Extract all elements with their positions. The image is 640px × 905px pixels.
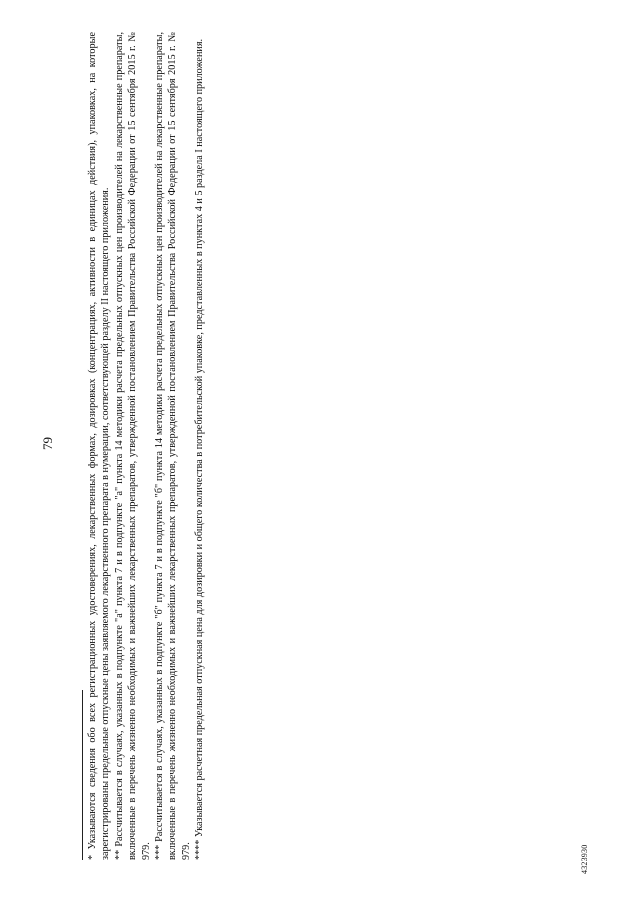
footnotes [86,32,207,860]
footnote-1: * Указываются сведения обо всех регистрационных удостоверениях, лекарственных формах, дозировках (концентрациях, активности в единицах действия), упаковках, на которые зарегистрированы предельные отпускные цены заявляемого лекарственного препарата в нумерации, соответствующей разделу II настоящего приложения. [87,32,112,860]
footnote-separator [82,690,83,860]
footnote-3: *** Рассчитывается в случаях, указанных в подпункте "б" пункта 7 и в подпункте "б" пункта 14 методики расчета предельных отпускных цен производителей на лекарственные препараты, включенные в перечень жизненно необходимых и важнейших лекарственных препаратов, утвержденной постановлением Правительства Российской Федерации от 15 сентября 2015 г. № 979. [154,32,192,860]
footnote-4: **** Указывается расчетная предельная отпускная цена для дозировки и общего количества в потребительской упаковке, представленных в пунктах 4 и 5 раздела I настоящего приложения. [194,38,206,860]
page-number: 79 [40,437,55,450]
footnote-2: ** Рассчитывается в случаях, указанных в подпункте "а" пункта 7 и в подпункте "а" пункта 14 методики расчета предельных отпускных цен производителей на лекарственные препараты, включенные в перечень жизненно необходимых и важнейших лекарственных препаратов, утвержденной постановлением Правительства Российской Федерации от 15 сентября 2015 г. № 979. [113,32,152,860]
document-id: 4323930 [580,844,589,874]
